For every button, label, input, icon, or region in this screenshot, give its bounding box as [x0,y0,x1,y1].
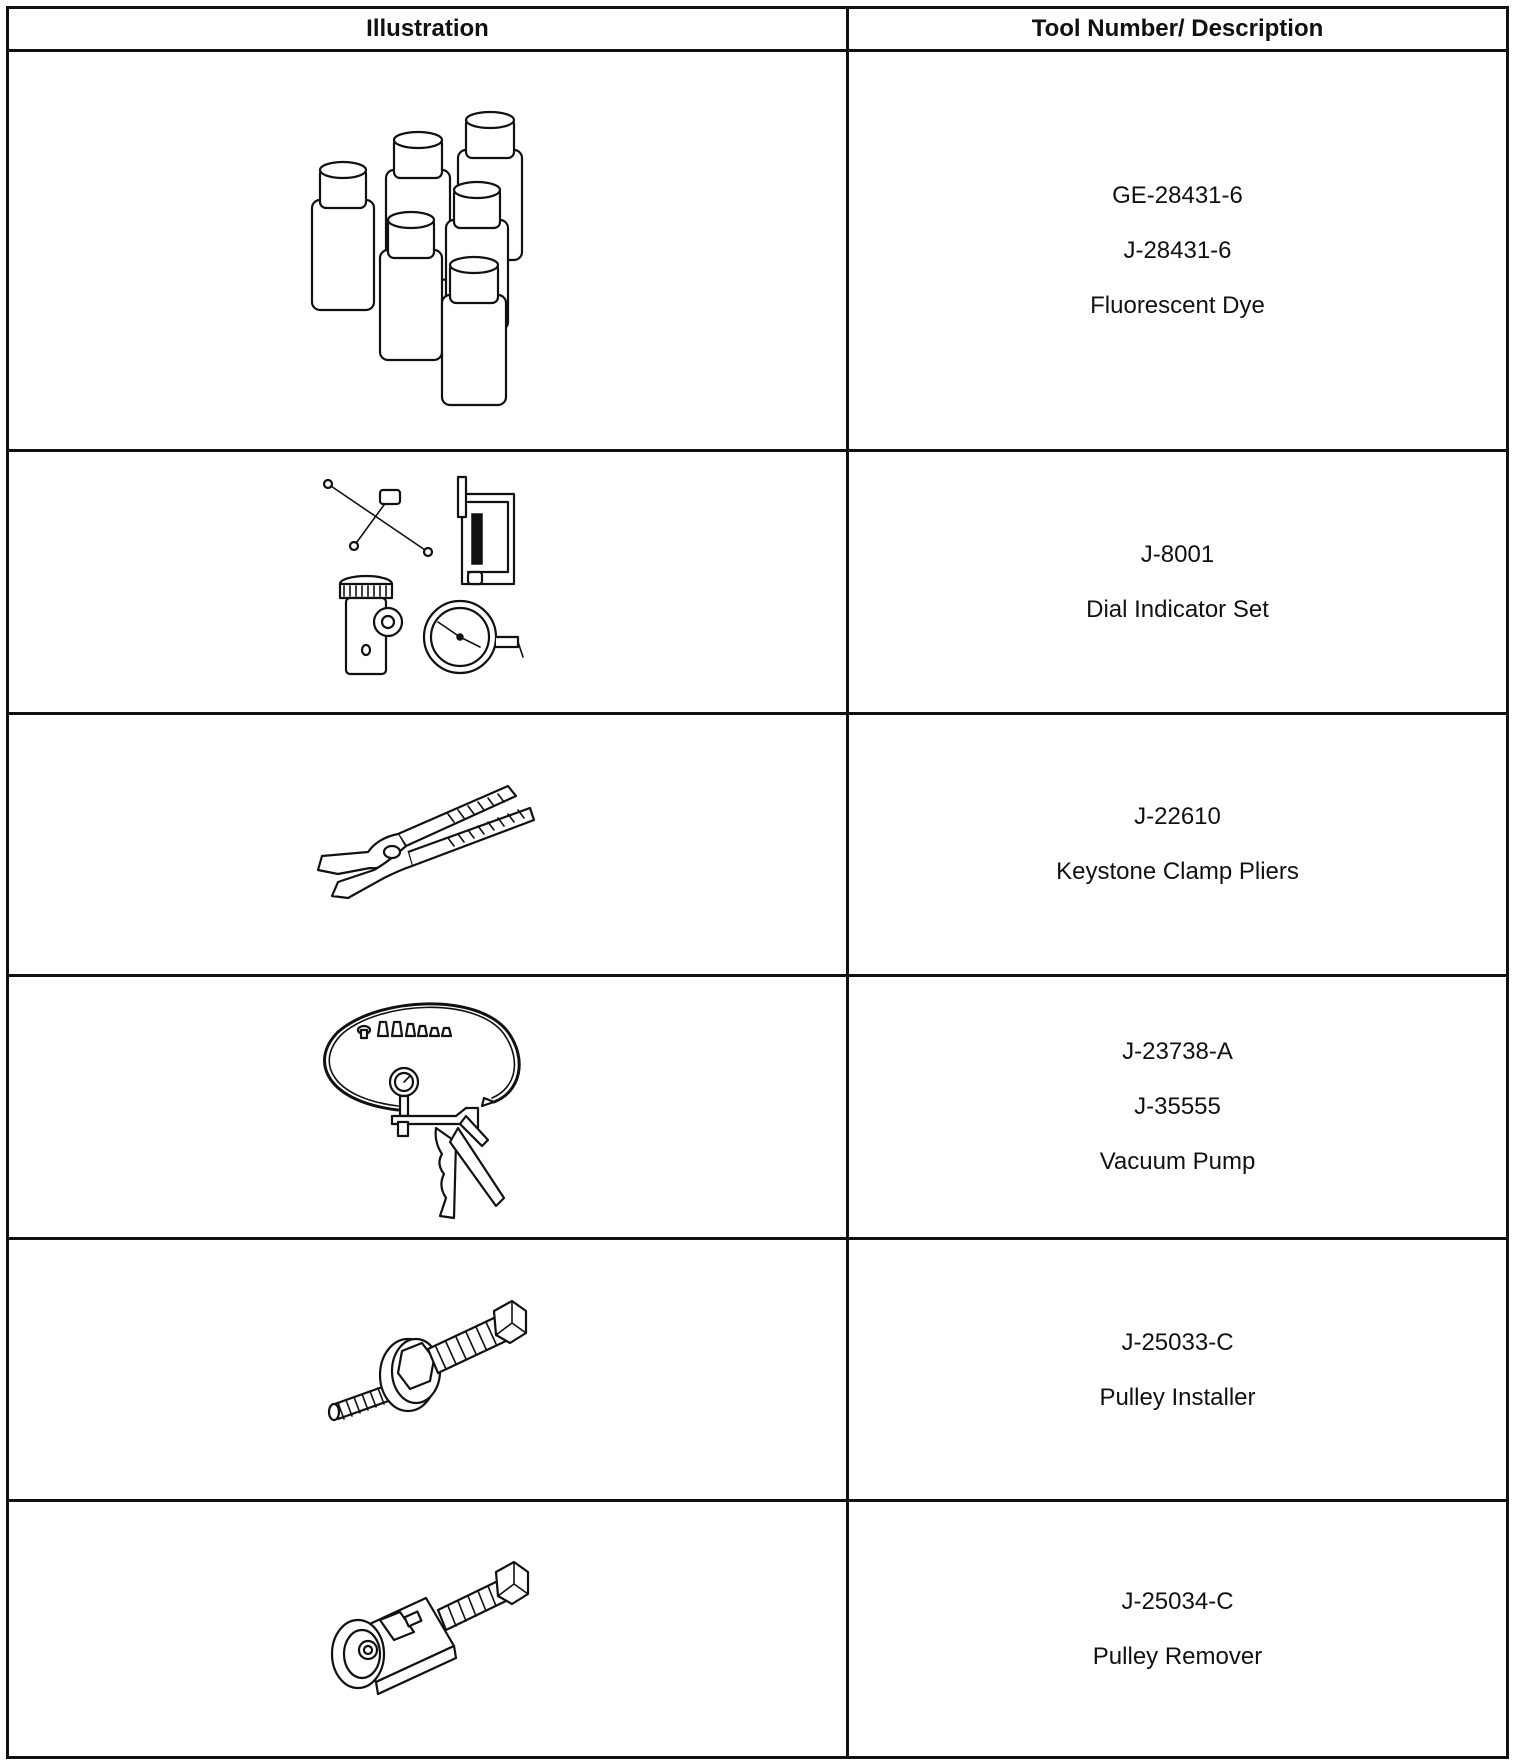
table-row [8,976,1508,1239]
tool-description-cell [848,450,1508,713]
illustration-cell [8,713,848,976]
illustration-cell [8,51,848,451]
header-illustration: Illustration [8,8,848,51]
pulley-remover-icon [318,1554,538,1704]
tool-description: Vacuum Pump [1099,1148,1256,1176]
dial-indicator-set-icon [318,472,538,692]
tool-description-cell [848,1501,1508,1758]
illustration-cell [8,1501,848,1758]
table-row [8,450,1508,713]
pulley-installer-icon [318,1295,538,1445]
tool-description-cell [848,976,1508,1239]
tool-description-cell [848,51,1508,451]
tool-number: J-8001 [1140,540,1215,568]
tool-description: Dial Indicator Set [1086,595,1269,623]
special-tools-table [6,6,1509,1759]
tool-number: J-25034-C [1121,1588,1234,1616]
tool-description: Pulley Installer [1099,1383,1256,1411]
table-row [8,1238,1508,1501]
illustration-cell [8,450,848,713]
tool-description: Keystone Clamp Pliers [1056,858,1299,886]
tool-number: J-23738-A [1122,1038,1233,1066]
table-row [8,1501,1508,1758]
vacuum-pump-icon [308,992,548,1222]
keystone-clamp-pliers-icon [308,774,548,914]
tool-number: J-35555 [1134,1093,1221,1121]
tool-number: J-25033-C [1121,1328,1234,1356]
illustration-cell [8,976,848,1239]
tool-number: GE-28431-6 [1112,181,1243,209]
tool-description: Fluorescent Dye [1090,291,1265,319]
illustration-cell [8,1238,848,1501]
tool-number: J-22610 [1134,803,1221,831]
tool-description-cell [848,1238,1508,1501]
fluorescent-dye-bottles-icon [308,90,548,410]
table-row [8,713,1508,976]
tool-description: Pulley Remover [1092,1643,1263,1671]
tool-number: J-28431-6 [1123,236,1232,264]
header-tool-description: Tool Number/ Description [848,8,1508,51]
table-row [8,51,1508,451]
tool-description-cell [848,713,1508,976]
table-header-row [8,8,1508,51]
